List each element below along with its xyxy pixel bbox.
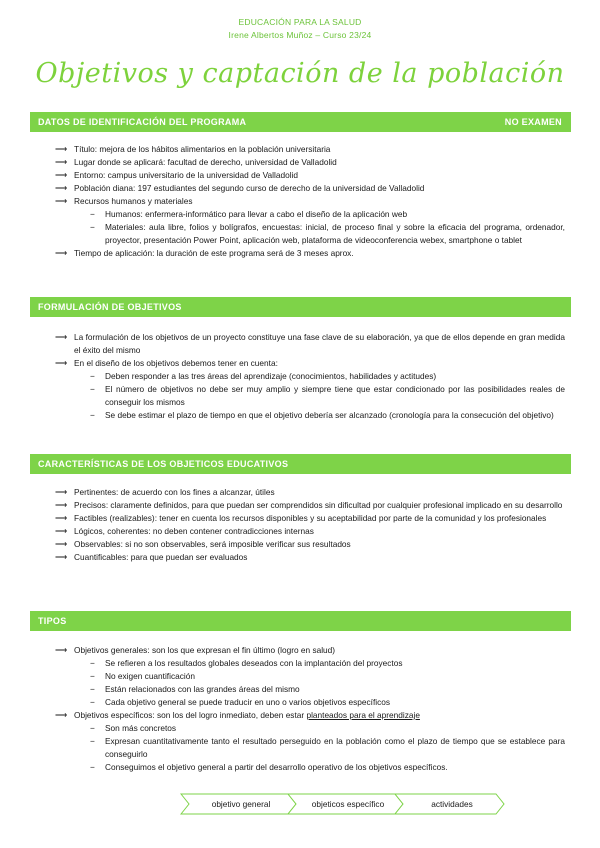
section-heading-datos [30, 112, 571, 132]
course-header: EDUCACIÓN PARA LA SALUD [238, 17, 362, 27]
arrow-icon: ⟶ [55, 500, 67, 510]
sub-item: − Materiales: aula libre, folios y bolígrafos, encuestas: inicial, de proceso final y sobre la eficacia del programa, ordenador, proyector, presentación Power Point, aplicación web, plataforma de videoconferencia webex, smartphone o tablet [90, 222, 565, 245]
arrow-icon: ⟶ [55, 157, 67, 167]
dash-icon: − [90, 658, 95, 668]
arrow-icon: ⟶ [55, 487, 67, 497]
arrow-icon: ⟶ [55, 332, 67, 342]
sub-item: − Humanos: enfermera-informático para llevar a cabo el diseño de la aplicación web [90, 209, 408, 219]
list-item: ⟶ Observables: si no son observables, será imposible verificar sus resultados [55, 539, 351, 549]
dash-icon: − [90, 697, 95, 707]
section-body-formulacion [55, 331, 565, 422]
arrow-icon: ⟶ [55, 552, 67, 562]
section-body-datos [55, 143, 565, 260]
list-item: ⟶ Entorno: campus universitario de la universidad de Valladolid [55, 170, 298, 180]
list-item: ⟶ Lugar donde se aplicará: facultad de derecho, universidad de Valladolid [55, 157, 337, 167]
list-item: ⟶ Recursos humanos y materiales [55, 196, 193, 206]
dash-icon: − [90, 684, 95, 694]
sub-item: − Expresan cuantitativamente tanto el resultado perseguido en la población como el plazo de tiempo que se establece para conseguirlo [90, 736, 565, 759]
dash-icon: − [90, 723, 95, 733]
list-item: ⟶ Pertinentes: de acuerdo con los fines a alcanzar, útiles [55, 487, 275, 497]
arrow-icon: ⟶ [55, 144, 67, 154]
sub-item: − No exigen cuantificación [90, 671, 195, 681]
no-examen-tag: NO EXAMEN [504, 117, 562, 127]
dash-icon: − [90, 222, 95, 232]
sub-item: − Deben responder a las tres áreas del aprendizaje (conocimientos, habilidades y actitudes) [90, 371, 437, 381]
dash-icon: − [90, 371, 95, 381]
list-item: ⟶ Precisos: claramente definidos, para que puedan ser comprendidos sin dificultad por cualquier profesional implicado en su desarrollo [55, 500, 563, 510]
list-item: ⟶ Objetivos generales: son los que expresan el fin último (logro en salud) [55, 645, 336, 655]
dash-icon: − [90, 736, 95, 746]
list-item: ⟶ La formulación de los objetivos de un proyecto constituye una fase clave de su elaboración, ya que de ellos depende en gran medida el éxito del mismo [55, 332, 565, 355]
list-item: ⟶ Objetivos específicos: son los del logro inmediato, deben estar planteados para el aprendizaje [55, 710, 420, 720]
dash-icon: − [90, 384, 95, 394]
section-heading-label: FORMULACIÓN DE OBJETIVOS [38, 302, 182, 312]
section-body-tipos [55, 644, 565, 774]
flow-step-general: objetivo general [211, 799, 271, 809]
list-item: ⟶ Población diana: 197 estudiantes del segundo curso de derecho de la universidad de Valladolid [55, 183, 425, 193]
list-item: ⟶ Factibles (realizables): tener en cuenta los recursos disponibles y su aceptabilidad por parte de la comunidad y los profesionales [55, 513, 547, 523]
list-item: ⟶ Tiempo de aplicación: la duración de este programa será de 3 meses aprox. [55, 248, 354, 258]
arrow-icon: ⟶ [55, 645, 67, 655]
arrow-icon: ⟶ [55, 170, 67, 180]
section-heading-label: DATOS DE IDENTIFICACIÓN DEL PROGRAMA [38, 117, 247, 127]
dash-icon: − [90, 762, 95, 772]
arrow-icon: ⟶ [55, 358, 67, 368]
author-line: Irene Albertos Muñoz – Curso 23/24 [228, 30, 372, 40]
section-heading-formulacion [30, 297, 571, 317]
sub-item: − Conseguimos el objetivo general a partir del desarrollo operativo de los objetivos específicos. [90, 762, 448, 772]
section-heading-label: CARACTERÍSTICAS DE LOS OBJETICOS EDUCATIVOS [38, 459, 289, 469]
flow-step-actividades: actividades [431, 799, 473, 809]
dash-icon: − [90, 410, 95, 420]
arrow-icon: ⟶ [55, 248, 67, 258]
objectives-flow [180, 793, 505, 815]
sub-item: − El número de objetivos no debe ser muy amplio y siempre tiene que estar condicionado por las posibilidades reales de conseguir los mismos [90, 384, 565, 407]
flow-step-especifico: objeticos específico [311, 799, 385, 809]
page-title: Objetivos y captación de la población [35, 58, 565, 89]
sub-item: − Están relacionados con las grandes áreas del mismo [90, 684, 300, 694]
list-item: ⟶ Título: mejora de los hábitos alimentarios en la población universitaria [55, 144, 331, 154]
section-heading-tipos [30, 611, 571, 631]
arrow-icon: ⟶ [55, 513, 67, 523]
dash-icon: − [90, 671, 95, 681]
sub-item: − Son más concretos [90, 723, 177, 733]
list-item: ⟶ En el diseño de los objetivos debemos tener en cuenta: [55, 358, 278, 368]
arrow-icon: ⟶ [55, 183, 67, 193]
section-body-caracteristicas [55, 486, 565, 564]
sub-item: − Se refieren a los resultados globales deseados con la implantación del proyectos [90, 658, 403, 668]
arrow-icon: ⟶ [55, 539, 67, 549]
section-heading-label: TIPOS [38, 616, 67, 626]
arrow-icon: ⟶ [55, 710, 67, 720]
sub-item: − Cada objetivo general se puede traducir en uno o varios objetivos específicos [90, 697, 391, 707]
list-item: ⟶ Lógicos, coherentes: no deben contener contradicciones internas [55, 526, 314, 536]
section-heading-caracteristicas [30, 454, 571, 474]
dash-icon: − [90, 209, 95, 219]
sub-item: − Se debe estimar el plazo de tiempo en que el objetivo debería ser alcanzado (cronología para la consecución del objetivo) [90, 410, 554, 420]
arrow-icon: ⟶ [55, 196, 67, 206]
arrow-icon: ⟶ [55, 526, 67, 536]
list-item: ⟶ Cuantificables: para que puedan ser evaluados [55, 552, 248, 562]
